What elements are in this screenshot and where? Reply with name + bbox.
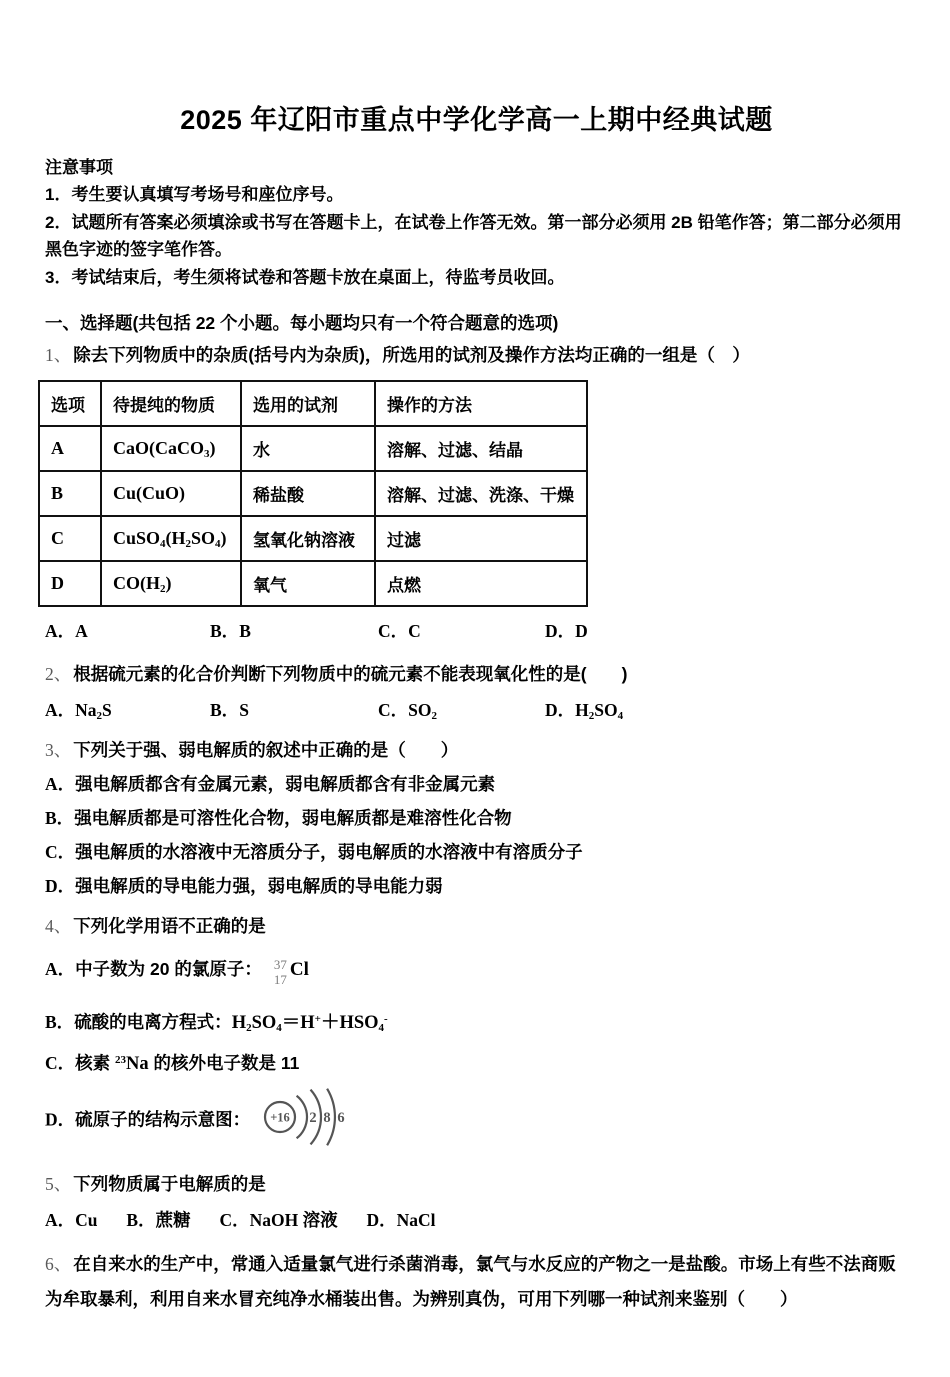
isotope-proton-number: 17 bbox=[273, 972, 287, 987]
option-a bbox=[45, 618, 210, 644]
question-6 bbox=[45, 1247, 908, 1317]
question-6-text: 在自来水的生产中，常通入适量氯气进行杀菌消毒，氯气与水反应的产物之一是盐酸。市场上有些不法商贩为牟取暴利，利用自来水冒充纯净水桶装出售。为辨别真伪，可用下列哪一种试剂来鉴别（ ） bbox=[45, 1254, 896, 1309]
shell-3-electrons: 6 bbox=[337, 1110, 345, 1126]
table-cell: 溶解、过滤、洗涤、干燥 bbox=[375, 471, 587, 516]
option-c-text: C bbox=[408, 621, 421, 641]
option-c-label: C． bbox=[219, 1210, 250, 1230]
table-cell: A bbox=[39, 426, 101, 471]
question-3-option-c bbox=[45, 839, 908, 866]
option-b bbox=[210, 697, 378, 723]
question-6-number: 6、 bbox=[45, 1254, 72, 1274]
table-cell: D bbox=[39, 561, 101, 606]
table-row bbox=[39, 561, 587, 606]
question-4-number: 4、 bbox=[45, 916, 72, 936]
note-item-3: 3．考试结束后，考生须将试卷和答题卡放在桌面上，待监考员收回。 bbox=[45, 267, 565, 287]
table-cell: CaO(CaCO$_3$) bbox=[101, 426, 241, 471]
question-3-number: 3、 bbox=[45, 740, 72, 760]
table-cell: Cu(CuO) bbox=[101, 471, 241, 516]
page-title: 2025 年辽阳市重点中学化学高一上期中经典试题 bbox=[180, 105, 773, 135]
table-cell: 过滤 bbox=[375, 516, 587, 561]
question-5-text: 下列物质属于电解质的是 bbox=[73, 1174, 266, 1194]
shell-2-electrons: 8 bbox=[323, 1110, 331, 1126]
option-b-label: B． bbox=[210, 700, 240, 720]
atomic-structure-diagram bbox=[258, 1087, 362, 1155]
question-4 bbox=[45, 913, 908, 940]
notes-heading: 注意事项 bbox=[45, 158, 113, 177]
option-c-label: C． bbox=[378, 621, 409, 641]
option-a-label: A． bbox=[45, 1210, 76, 1230]
question-2-text: 根据硫元素的化合价判断下列物质中的硫元素不能表现氧化性的是( ) bbox=[73, 664, 628, 684]
option-a-text: Cu bbox=[75, 1210, 98, 1230]
option-b-label: B． bbox=[126, 1210, 156, 1230]
option-c-label: C． bbox=[45, 1053, 76, 1073]
table-cell: 稀盐酸 bbox=[241, 471, 375, 516]
option-a-label: A． bbox=[45, 700, 76, 720]
option-a bbox=[45, 1210, 98, 1230]
table-row bbox=[39, 471, 587, 516]
table-cell: C bbox=[39, 516, 101, 561]
question-2-options bbox=[45, 697, 908, 723]
option-b-label: B． bbox=[45, 1012, 75, 1032]
option-a-label: A． bbox=[45, 621, 76, 641]
option-a-text: A bbox=[75, 621, 88, 641]
option-d-text: 硫原子的结构示意图： bbox=[75, 1109, 251, 1130]
option-b bbox=[210, 618, 378, 644]
option-d bbox=[545, 618, 908, 644]
option-d-text: 强电解质的导电能力强，弱电解质的导电能力弱 bbox=[75, 876, 443, 896]
option-d bbox=[545, 697, 908, 723]
table-header-row bbox=[39, 381, 587, 426]
table-cell: 水 bbox=[241, 426, 375, 471]
question-3-text: 下列关于强、弱电解质的叙述中正确的是（ ） bbox=[73, 740, 459, 760]
ionization-equation: $H_2SO_4=H^++HSO_4^-$ bbox=[231, 1013, 388, 1034]
option-c-text-pre: 核素 bbox=[75, 1053, 116, 1073]
option-c bbox=[378, 618, 545, 644]
table-cell: 溶解、过滤、结晶 bbox=[375, 426, 587, 471]
note-item-1: 1．考生要认真填写考场号和座位序号。 bbox=[45, 185, 344, 204]
option-c-text: $SO_2$ bbox=[408, 700, 437, 722]
option-c-label: C． bbox=[45, 842, 76, 862]
question-3 bbox=[45, 737, 908, 764]
question-3-option-d bbox=[45, 873, 908, 900]
question-5 bbox=[45, 1171, 908, 1198]
option-d-label: D． bbox=[545, 621, 576, 641]
option-c-text: NaOH 溶液 bbox=[249, 1210, 338, 1230]
question-4-text: 下列化学用语不正确的是 bbox=[73, 916, 266, 936]
option-b bbox=[126, 1210, 190, 1230]
table-header-cell: 选项 bbox=[39, 381, 101, 426]
table-cell: $CO(H_2)$ bbox=[101, 561, 241, 606]
table-row bbox=[39, 426, 587, 471]
nuclide-na23: $^{23}$Na bbox=[115, 1054, 149, 1074]
question-2-number: 2、 bbox=[45, 664, 72, 684]
option-a-text: 强电解质都含有金属元素，弱电解质都含有非金属元素 bbox=[75, 774, 496, 794]
option-b-text: 硫酸的电离方程式： bbox=[74, 1012, 232, 1032]
option-a-label: A． bbox=[45, 959, 76, 979]
option-b-label: B． bbox=[45, 808, 75, 828]
question-4-option-d bbox=[45, 1087, 908, 1155]
option-d-text: NaCl bbox=[396, 1210, 436, 1230]
electron-shell-arc-1 bbox=[297, 1096, 307, 1139]
question-4-option-b bbox=[45, 1009, 908, 1037]
option-d-text: D bbox=[575, 621, 588, 641]
table-header-cell: 操作的方法 bbox=[375, 381, 587, 426]
isotope-symbol: Cl bbox=[289, 959, 309, 980]
option-c-text: 强电解质的水溶液中无溶质分子，弱电解质的水溶液中有溶质分子 bbox=[75, 842, 583, 862]
option-d-label: D． bbox=[545, 700, 576, 720]
table-cell: B bbox=[39, 471, 101, 516]
purification-table bbox=[38, 380, 588, 607]
question-3-option-a bbox=[45, 771, 908, 798]
option-d-text: $H_2SO_4$ bbox=[575, 700, 624, 722]
question-2 bbox=[45, 661, 908, 688]
question-4-option-a bbox=[45, 956, 908, 987]
option-c-text-post: 的核外电子数是 11 bbox=[148, 1053, 300, 1073]
table-cell: $CuSO_4(H_2SO_4)$ bbox=[101, 516, 241, 561]
table-cell: 点燃 bbox=[375, 561, 587, 606]
option-c bbox=[378, 697, 545, 723]
option-b-text: S bbox=[239, 700, 249, 720]
note-item-2: 2．试题所有答案必须填涂或书写在答题卡上，在试卷上作答无效。第一部分必须用 2B 铅笔作答；第二部分必须用黑色字迹的签字笔作答。 bbox=[45, 212, 902, 259]
nucleus-charge-label: +16 bbox=[270, 1110, 290, 1125]
option-a-text: 中子数为 20 的氯原子： bbox=[75, 959, 262, 979]
option-a-label: A． bbox=[45, 774, 76, 794]
option-c-label: C． bbox=[378, 700, 409, 720]
table-header-cell: 选用的试剂 bbox=[241, 381, 375, 426]
section-1-heading: 一、选择题(共包括 22 个小题。每小题均只有一个符合题意的选项) bbox=[45, 313, 559, 333]
question-1-number: 1、 bbox=[45, 345, 72, 365]
option-a-text: $Na_2S$ bbox=[75, 700, 112, 722]
option-b-text: 蔗糖 bbox=[155, 1210, 191, 1230]
option-d-label: D． bbox=[366, 1210, 397, 1230]
option-d-label: D． bbox=[45, 876, 76, 896]
question-1 bbox=[45, 342, 908, 369]
table-row bbox=[39, 516, 587, 561]
option-d-label: D． bbox=[45, 1109, 76, 1130]
option-a bbox=[45, 697, 210, 723]
question-4-option-c bbox=[45, 1050, 908, 1078]
question-3-option-b bbox=[45, 805, 908, 832]
question-1-options bbox=[45, 618, 908, 644]
table-cell: 氧气 bbox=[241, 561, 375, 606]
question-5-options bbox=[45, 1207, 908, 1234]
isotope-mass-number: 37 bbox=[273, 957, 287, 972]
option-b-label: B． bbox=[210, 621, 240, 641]
question-1-text: 除去下列物质中的杂质(括号内为杂质)，所选用的试剂及操作方法均正确的一组是（ ） bbox=[73, 345, 750, 365]
option-b-text: 强电解质都是可溶性化合物，弱电解质都是难溶性化合物 bbox=[74, 808, 512, 828]
isotope-stack bbox=[274, 957, 287, 987]
option-b-text: B bbox=[239, 621, 251, 641]
table-cell: 氢氧化钠溶液 bbox=[241, 516, 375, 561]
shell-1-electrons: 2 bbox=[309, 1110, 317, 1126]
option-c bbox=[219, 1210, 337, 1230]
option-d bbox=[366, 1210, 435, 1230]
question-5-number: 5、 bbox=[45, 1174, 72, 1194]
table-header-cell: 待提纯的物质 bbox=[101, 381, 241, 426]
